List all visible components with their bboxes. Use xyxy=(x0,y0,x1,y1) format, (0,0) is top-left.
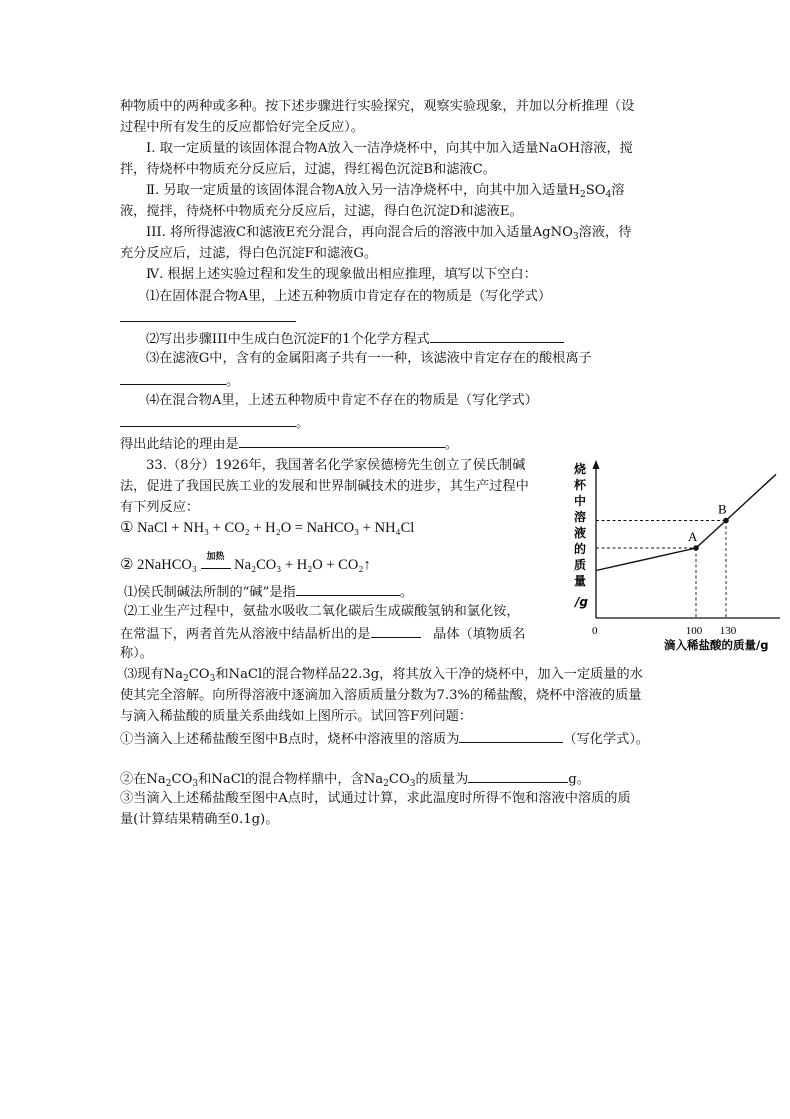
sub-question-3-line-2: 量(计算结果精确至0.1g)。 xyxy=(120,812,279,827)
reason-line: 得出此结论的理由是 。 xyxy=(120,433,458,455)
reason-answer-line[interactable] xyxy=(239,433,445,448)
q33-line-3: 有下列反应： xyxy=(120,500,200,515)
part-2-answer-line[interactable] xyxy=(371,623,421,638)
y-label-char: 中 xyxy=(574,494,587,508)
answer-2-line[interactable] xyxy=(430,328,564,343)
point-a-marker xyxy=(693,545,699,551)
answer-4-line[interactable]: 。 xyxy=(120,412,309,434)
solution-mass-chart xyxy=(568,458,786,654)
part-1-question: ⑴侯氏制碱法所制的“碱”是指 。 xyxy=(124,581,413,603)
intro-line-1: 种物质中的两种或多种。按下述步骤进行实验探究，观察实验现象，并加以分析推理（设 xyxy=(120,99,635,114)
part-3-line-1: ⑶现有$Na_2CO_3$和NaCl的混合物样品22.3g，将其放入干净的烧杯中，加入一定质量的水 xyxy=(124,667,643,684)
y-label-char: 的 xyxy=(574,542,587,556)
sub-question-2: ②在$Na_2CO_3$和NaCl的混合物样鼎中，含$Na_2CO_3$的质量为 g。 xyxy=(120,768,590,794)
q33-line-2: 法，促进了我国民族工业的发展和世界制碱技术的进步，其生产过程中 xyxy=(120,479,529,494)
step3-line-2: 充分反应后，过滤，得白色沉淀F和滤液G。 xyxy=(120,246,378,261)
question-1: ⑴在固体混合物A里，上述五种物质巾肯定存在的物质是（写化学式） xyxy=(146,289,552,304)
question-4: ⑷在混合物A里，上述五种物质中肯定不存在的物质是（写化学式） xyxy=(146,393,538,408)
sub-question-3-line-1: ③当滴入上述稀盐酸至图中A点时，试通过计算，求此温度时所得不饱和溶液中溶质的质 xyxy=(120,791,631,806)
x-tick-130: 130 xyxy=(719,625,737,637)
q33-line-1: 33.（8分）1926年，我国著名化学家侯德榜先生创立了侯氏制碱 xyxy=(146,458,526,473)
part-2-line-2: 在常温下，两者首先从溶液中结晶析出的是 晶体（填物质名 xyxy=(120,623,525,645)
part-3-line-2: 使其完全溶解。向所得溶液中逐滴加入溶质质量分数为7.3%的稀盐酸，烧杯中溶液的质量 xyxy=(120,688,642,703)
step2-line-1: Ⅱ. 另取一定质量的该固体混合物A放入另一洁净烧杯中，向其中加入适量$H_2SO_4$溶 xyxy=(146,183,625,200)
intro-line-2: 过程中所有发生的反应都恰好完全反应）。 xyxy=(120,120,364,135)
point-b-label: B xyxy=(718,501,727,517)
x-tick-100: 100 xyxy=(685,625,703,637)
sub-question-2-answer-line[interactable] xyxy=(468,768,568,783)
origin-label: 0 xyxy=(592,625,598,637)
point-b-marker xyxy=(723,518,729,524)
step2-line-2: 液，搅拌，待烧杯中物质充分反应后，过滤，得白色沉淀D和滤液E。 xyxy=(120,204,523,219)
point-a-label: A xyxy=(688,529,698,544)
answer-3-line[interactable]: 。 xyxy=(120,370,239,392)
part-1-answer-line[interactable] xyxy=(296,581,400,596)
step4-line: Ⅳ. 根据上述实验过程和发生的现象做出相应推理，填写以下空白： xyxy=(146,267,537,282)
y-axis-arrow xyxy=(593,460,600,469)
equation-2: ② 2NaHCO₃ 加热 Na₂CO₃ + H₂O + CO₂↑ xyxy=(120,552,371,573)
sub-question-1: ①当滴入上述稀盐酸至图中B点时，烧杯中溶液里的溶质为 （写化学式）。 xyxy=(120,728,649,750)
part-2-line-1: ⑵工业生产过程中，氨盐水吸收二氧化碳后生成碳酸氢钠和氯化铵， xyxy=(124,604,520,619)
equation-1: ① NaCl + NH₃ + CO₂ + H₂O = NaHCO₃ + NH₄Cl xyxy=(120,518,415,536)
step3-line-1: III. 将所得滤液C和滤液E充分混合，再向混合后的溶液中加入适量AgNO$_3$溶液，待 xyxy=(146,225,632,242)
y-label-char: 量 xyxy=(574,574,587,588)
step1-line-1: Ⅰ. 取一定质量的该固体混合物A放入一洁净烧杯中，向其中加入适量NaOH溶液，搅 xyxy=(146,141,633,156)
y-label-char: 质 xyxy=(574,558,587,572)
y-label-char: 溶 xyxy=(574,510,587,524)
step1-line-2: 拌，待烧杯中物质充分反应后，过滤，得红褐色沉淀B和滤液C。 xyxy=(120,162,496,177)
answer-1-line[interactable] xyxy=(120,307,296,329)
y-label-char: 液 xyxy=(574,526,587,540)
y-label-char: 烧 xyxy=(574,462,587,476)
y-label-unit: /g xyxy=(575,595,588,609)
x-axis-label: 滴入稀盐酸的质量/g xyxy=(664,638,769,652)
sub-question-1-answer-line[interactable] xyxy=(459,728,563,743)
question-3: ⑶在滤液G中，含有的金属阳离子共有一一种，该滤液中肯定存在的酸根离子 xyxy=(146,351,592,366)
heat-condition-arrow: 加热 xyxy=(201,560,231,569)
y-label-char: 杯 xyxy=(574,478,587,492)
question-2: ⑵写出步骤III中生成白色沉淀F的1个化学方程式 xyxy=(146,328,564,350)
y-axis-label xyxy=(573,461,588,609)
part-2-line-3: 称）。 xyxy=(120,646,153,661)
part-3-line-3: 与滴入稀盐酸的质量关系曲线如上图所示。试回答F列问题： xyxy=(120,709,473,724)
series-line xyxy=(596,474,776,570)
